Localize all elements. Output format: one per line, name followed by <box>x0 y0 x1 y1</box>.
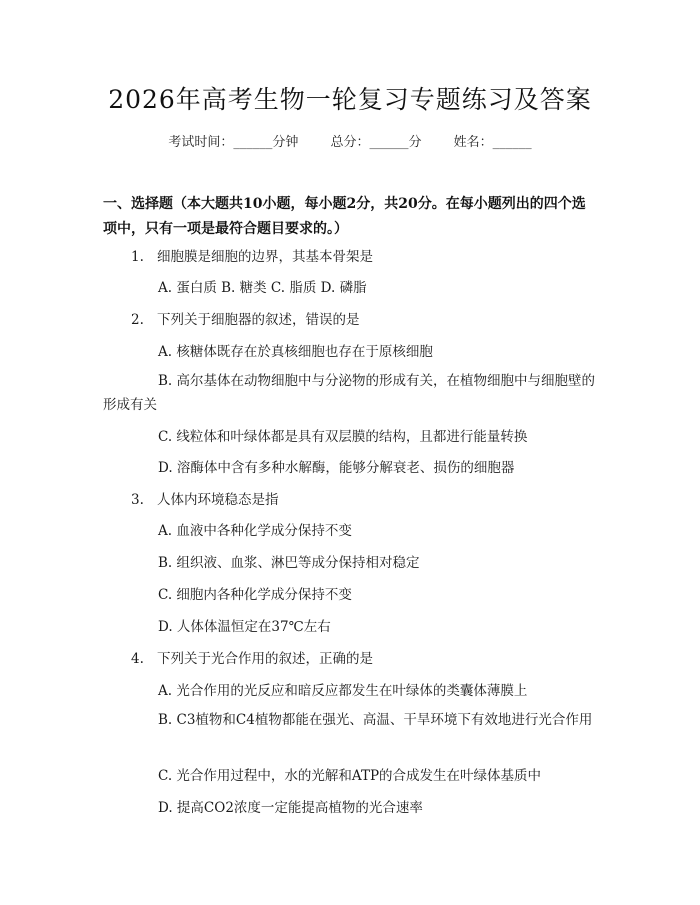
question-2-option-b: B. 高尔基体在动物细胞中与分泌物的形成有关，在植物细胞中与细胞壁的形成有关 <box>103 373 596 413</box>
question-3 <box>131 488 279 508</box>
question-number: 1. <box>131 249 144 265</box>
question-stem: 下列关于细胞器的叙述，错误的是 <box>157 312 360 328</box>
exam-meta-row <box>0 131 700 150</box>
question-2-option-a: A. 核糖体既存在於真核细胞也存在于原核细胞 <box>158 344 433 360</box>
exam-time-field: 考试时间：______分钟 <box>168 135 299 150</box>
question-4-option-c: C. 光合作用过程中，水的光解和ATP的合成发生在叶绿体基质中 <box>158 768 542 784</box>
page-title: 2026年高考生物一轮复习专题练习及答案 <box>108 85 592 114</box>
question-stem: 细胞膜是细胞的边界，其基本骨架是 <box>157 249 373 265</box>
question-stem: 下列关于光合作用的叙述，正确的是 <box>157 651 373 667</box>
question-4-option-b: B. C3植物和C4植物都能在强光、高温、干旱环境下有效地进行光合作用 <box>158 712 593 728</box>
question-number: 2. <box>131 312 144 328</box>
student-name-field: 姓名：______ <box>453 135 532 150</box>
total-score-field: 总分：______分 <box>330 135 422 150</box>
question-3-option-d: D. 人体体温恒定在37℃左右 <box>158 619 331 635</box>
question-1-options: A. 蛋白质 B. 糖类 C. 脂质 D. 磷脂 <box>158 280 367 296</box>
question-number: 3. <box>131 492 144 508</box>
question-4-option-d: D. 提高CO2浓度一定能提高植物的光合速率 <box>158 800 423 816</box>
question-number: 4. <box>131 651 144 667</box>
question-4 <box>131 647 373 667</box>
question-3-option-b: B. 组织液、血浆、淋巴等成分保持相对稳定 <box>158 555 420 571</box>
question-stem: 人体内环境稳态是指 <box>157 492 279 508</box>
question-4-option-a: A. 光合作用的光反应和暗反应都发生在叶绿体的类囊体薄膜上 <box>158 683 528 699</box>
question-3-option-c: C. 细胞内各种化学成分保持不变 <box>158 587 352 603</box>
question-2 <box>131 308 360 328</box>
section-heading-choice: 一、选择题（本大题共10小题，每小题2分，共20分。在每小题列出的四个选项中，只有一项是最符合题目要求的。） <box>103 196 586 237</box>
question-1 <box>131 245 373 265</box>
question-3-option-a: A. 血液中各种化学成分保持不变 <box>158 523 352 539</box>
question-2-option-c: C. 线粒体和叶绿体都是具有双层膜的结构，且都进行能量转换 <box>158 429 528 445</box>
question-2-option-d: D. 溶酶体中含有多种水解酶，能够分解衰老、损伤的细胞器 <box>158 460 515 476</box>
